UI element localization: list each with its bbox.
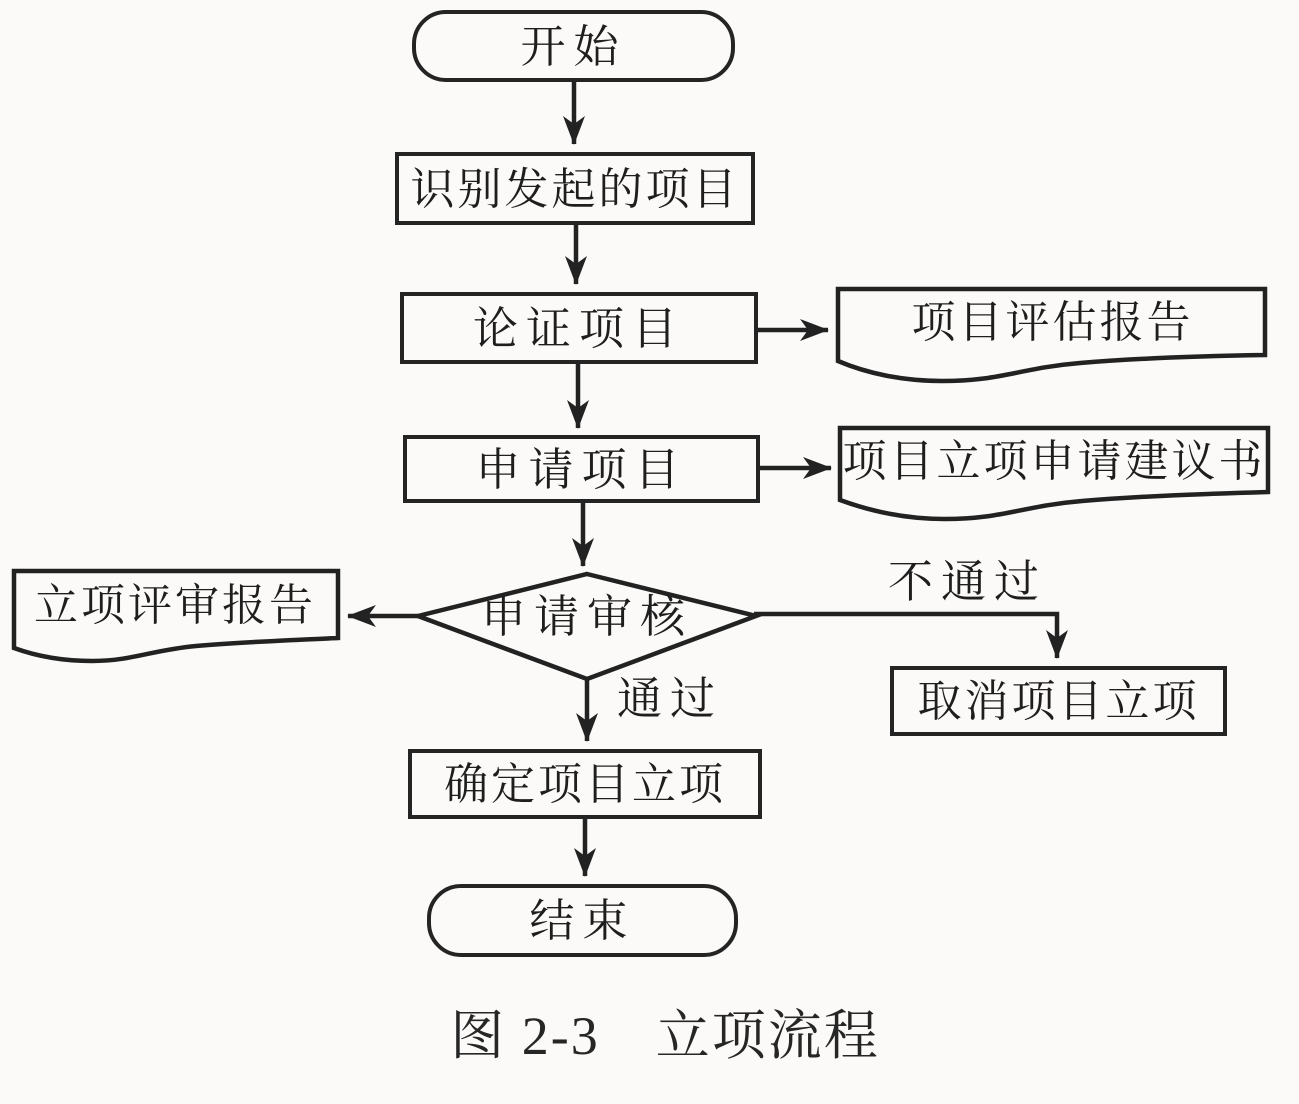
fail-branch-label: [880, 556, 1055, 608]
apply-project-node: [403, 435, 760, 503]
pass-label-text: 通过: [616, 673, 723, 724]
figure-caption: [370, 993, 960, 1070]
identify-project-node: [395, 152, 755, 225]
validate-project-node: [400, 292, 758, 364]
review-decision-label: 申请审核: [480, 591, 693, 642]
evaluation-report-doc: [845, 294, 1260, 352]
start-node: [412, 10, 735, 82]
identify-project-label: 识别发起的项目: [410, 164, 740, 214]
proposal-doc: [843, 433, 1265, 491]
proposal-doc-label: 项目立项申请建议书: [842, 437, 1266, 486]
end-node-label: 结束: [529, 896, 636, 946]
review-report-label: 立项评审报告: [34, 581, 316, 630]
end-node: [427, 884, 738, 957]
fail-label-text: 不通过: [887, 556, 1047, 607]
pass-branch-label: [600, 674, 740, 724]
confirm-initiation-label: 确定项目立项: [444, 760, 726, 809]
confirm-initiation-node: [408, 749, 762, 819]
figure-caption-text: 图 2-3 立项流程: [450, 1006, 880, 1066]
edge-review-fail-to-cancel: [754, 614, 1057, 658]
evaluation-report-label: 项目评估报告: [911, 298, 1194, 347]
apply-project-label: 申请项目: [475, 444, 688, 495]
cancel-initiation-label: 取消项目立项: [917, 677, 1200, 726]
review-report-doc: [20, 577, 330, 635]
validate-project-label: 论证项目: [472, 303, 685, 354]
cancel-initiation-node: [890, 666, 1227, 736]
review-decision-node: [437, 592, 737, 642]
start-node-label: 开始: [520, 21, 627, 72]
